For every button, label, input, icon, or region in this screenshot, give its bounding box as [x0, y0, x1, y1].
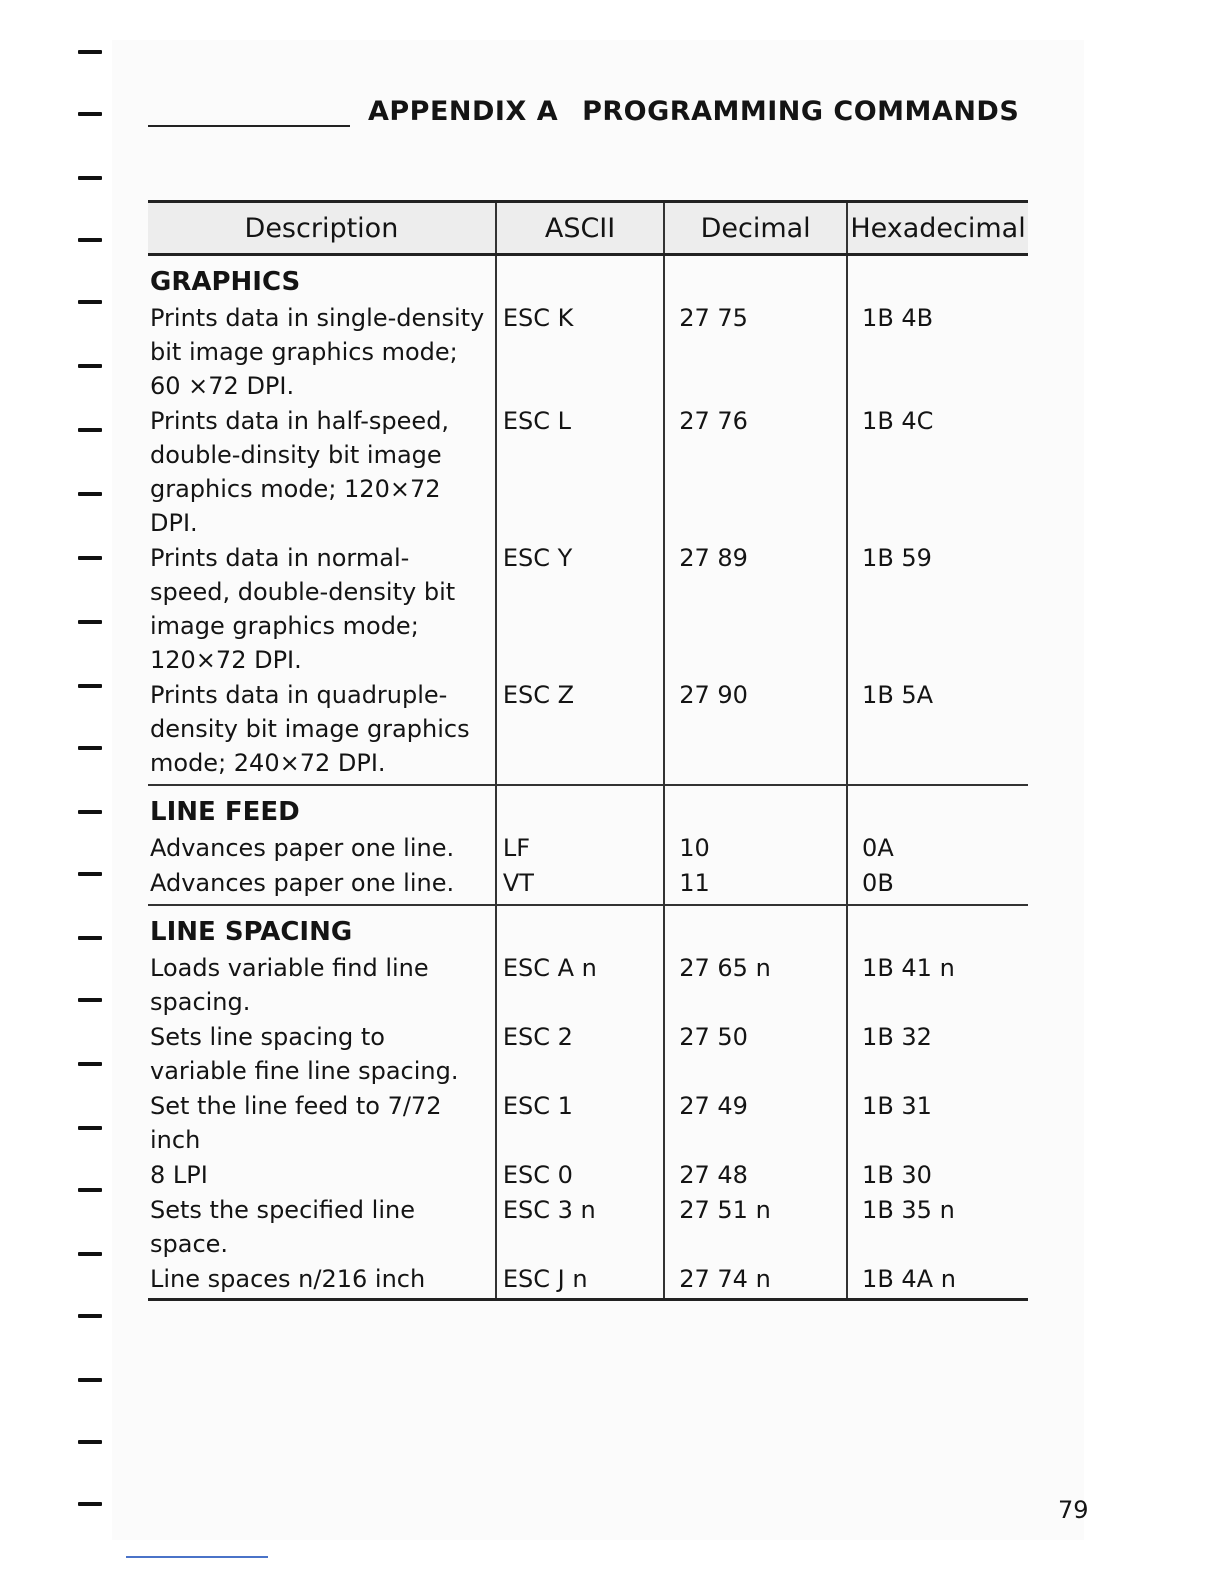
hex-cell: 1B 4B [847, 300, 1028, 403]
page-header [148, 96, 1028, 136]
table-row [148, 1088, 1028, 1157]
hex-cell: 0B [847, 865, 1028, 905]
hex-cell: 1B 31 [847, 1088, 1028, 1157]
decimal-cell: 27 76 [664, 403, 847, 540]
binding-mark [78, 1440, 102, 1444]
ascii-cell: ESC L [496, 403, 664, 540]
ascii-cell: ESC Y [496, 540, 664, 677]
description-cell: Advances paper one line. [150, 834, 455, 862]
binding-mark [78, 810, 102, 814]
section-title: LINE SPACING [150, 917, 353, 947]
binding-mark [78, 1378, 102, 1382]
decimal-cell: 27 90 [664, 677, 847, 785]
hex-cell: 1B 41 n [847, 950, 1028, 1019]
binding-mark [78, 1314, 102, 1318]
bottom-divider [126, 1556, 268, 1558]
hex-cell: 1B 4C [847, 403, 1028, 540]
description-cell: Prints data in quadruple-density bit image graphics mode; 240×72 DPI. [148, 677, 496, 785]
ascii-cell: ESC Z [496, 677, 664, 785]
description-cell: Advances paper one line. [148, 865, 496, 905]
table-row [148, 403, 1028, 540]
binding-mark [78, 556, 102, 560]
table-header-row [148, 202, 1028, 255]
binding-mark [78, 428, 102, 432]
appendix-label: APPENDIX A [368, 96, 559, 127]
commands-table [148, 200, 1028, 1301]
header-rule [148, 125, 350, 127]
table-row [148, 830, 1028, 865]
binding-mark [78, 746, 102, 750]
section-title-cell [148, 905, 496, 950]
hex-cell: 1B 4A n [847, 1261, 1028, 1300]
ascii-cell: ESC J n [496, 1261, 664, 1300]
table-row [148, 1261, 1028, 1300]
section-title: GRAPHICS [150, 267, 301, 297]
binding-mark [78, 1252, 102, 1256]
hex-cell: 1B 32 [847, 1019, 1028, 1088]
decimal-cell: 27 65 n [664, 950, 847, 1019]
binding-mark [78, 998, 102, 1002]
binding-mark [78, 238, 102, 242]
table-row [148, 677, 1028, 785]
ascii-cell: ESC 2 [496, 1019, 664, 1088]
description-cell: Line spaces n/216 inch [148, 1261, 496, 1300]
description-cell: Sets line spacing to variable fine line spacing. [150, 1023, 459, 1085]
column-header-description: Description [148, 202, 496, 255]
section-title: LINE FEED [150, 797, 300, 827]
description-cell: Loads variable find line spacing. [150, 954, 429, 1016]
decimal-cell: 27 74 n [664, 1261, 847, 1300]
hex-cell: 1B 35 n [847, 1192, 1028, 1261]
ascii-cell: ESC 0 [496, 1157, 664, 1192]
binding-mark [78, 936, 102, 940]
section-title-cell [148, 255, 496, 301]
ascii-cell: VT [496, 865, 664, 905]
table-row [148, 300, 1028, 403]
section-row [148, 905, 1028, 950]
column-header-ascii: ASCII [496, 202, 664, 255]
ascii-cell: LF [496, 830, 664, 865]
binding-mark [78, 176, 102, 180]
column-header-decimal: Decimal [664, 202, 847, 255]
binding-mark [78, 300, 102, 304]
appendix-title: PROGRAMMING COMMANDS [582, 96, 1020, 127]
binding-mark [78, 872, 102, 876]
table-row [148, 1192, 1028, 1261]
ascii-cell: ESC K [496, 300, 664, 403]
binding-mark [78, 1502, 102, 1506]
binding-mark [78, 1126, 102, 1130]
table-row [148, 1019, 1028, 1088]
table-row [148, 950, 1028, 1019]
description-cell: Prints data in normal-speed, double-density bit image graphics mode; 120×72 DPI. [150, 544, 456, 674]
ascii-cell: ESC 1 [496, 1088, 664, 1157]
section-title-cell [148, 785, 496, 830]
binding-mark [78, 1188, 102, 1192]
decimal-cell: 27 49 [664, 1088, 847, 1157]
decimal-cell: 27 50 [664, 1019, 847, 1088]
description-cell: Sets the specified line space. [150, 1196, 415, 1258]
decimal-cell: 27 48 [664, 1157, 847, 1192]
binding-mark [78, 492, 102, 496]
hex-cell: 1B 5A [847, 677, 1028, 785]
section-row [148, 255, 1028, 301]
description-cell: Prints data in half-speed, double-dinsity bit image graphics mode; 120×72 DPI. [150, 407, 450, 537]
ascii-cell: ESC A n [496, 950, 664, 1019]
section-row [148, 785, 1028, 830]
table-row [148, 865, 1028, 905]
binding-marks [0, 0, 110, 1584]
decimal-cell: 27 75 [664, 300, 847, 403]
column-header-hexadecimal: Hexadecimal [847, 202, 1028, 255]
binding-mark [78, 112, 102, 116]
decimal-cell: 27 89 [664, 540, 847, 677]
table-row [148, 1157, 1028, 1192]
hex-cell: 0A [847, 830, 1028, 865]
page-title [368, 96, 1028, 127]
decimal-cell: 27 51 n [664, 1192, 847, 1261]
description-cell: Prints data in single-density bit image graphics mode; 60 ×72 DPI. [150, 304, 485, 400]
description-cell: 8 LPI [150, 1161, 208, 1189]
hex-cell: 1B 59 [847, 540, 1028, 677]
decimal-cell: 10 [664, 830, 847, 865]
decimal-cell: 11 [664, 865, 847, 905]
binding-mark [78, 50, 102, 54]
page-number: 79 [1058, 1496, 1089, 1524]
binding-mark [78, 1062, 102, 1066]
description-cell: Set the line feed to 7/72 inch [150, 1092, 442, 1154]
binding-mark [78, 364, 102, 368]
table-row [148, 540, 1028, 677]
hex-cell: 1B 30 [847, 1157, 1028, 1192]
binding-mark [78, 620, 102, 624]
ascii-cell: ESC 3 n [496, 1192, 664, 1261]
binding-mark [78, 684, 102, 688]
